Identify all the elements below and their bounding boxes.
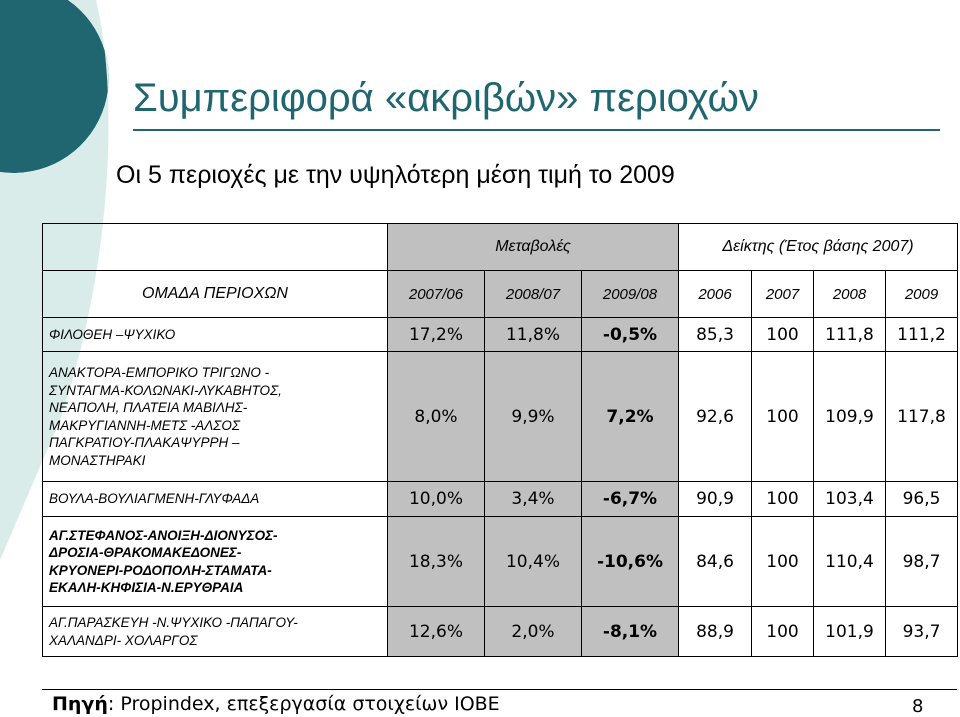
table-row (43, 352, 958, 482)
value-cell: 12,6% (388, 607, 485, 657)
area-name: ΑΝΑΚΤΟΡΑ-ΕΜΠΟΡΙΚΟ ΤΡΙΓΩΝΟ - ΣΥΝΤΑΓΜΑ-ΚΟΛΩΝΑΚΙ-ΛΥΚΑΒΗΤΟΣ, ΝΕΑΠΟΛΗ, ΠΛΑΤΕΙΑ ΜΑΒΙΛΗΣ- ΜΑΚΡΥΓΙΑΝΝΗ-ΜΕΤΣ -ΑΛΣΟΣ ΠΑΓΚΡΑΤΙΟΥ-ΠΛΑΚΑΨΥΡΡΗ – ΜΟΝΑΣΤΗΡΑΚΙ (49, 365, 282, 468)
index-header: Δείκτης (Έτος βάσης 2007) (679, 224, 958, 271)
slide-subtitle: Οι 5 περιοχές με την υψηλότερη μέση τιμή το 2009 (116, 161, 675, 189)
area-name: ΑΓ.ΣΤΕΦΑΝΟΣ-ΑΝΟΙΞΗ-ΔΙΟΝΥΣΟΣ- ΔΡΟΣΙΑ-ΘΡΑΚΟΜΑΚΕΔΟΝΕΣ- ΚΡΥΟΝΕΡΙ-ΡΟΔΟΠΟΛΗ-ΣΤΑΜΑΤΑ- ΕΚΑΛΗ-ΚΗΦΙΣΙΑ-Ν.ΕΡΥΘΡΑΙΑ (49, 527, 278, 595)
table-header-columns (43, 271, 958, 318)
source-label: Πηγή (52, 693, 108, 715)
value-cell: 100 (752, 482, 814, 517)
table-row (43, 517, 958, 607)
value-cell: 18,3% (388, 517, 485, 607)
column-header: 2006 (679, 271, 752, 318)
value-cell: 85,3 (679, 318, 752, 352)
value-cell: 98,7 (886, 517, 958, 607)
column-header: 2007 (752, 271, 814, 318)
group-column-header: ΟΜΑΔΑ ΠΕΡΙΟΧΩΝ (43, 271, 388, 318)
value-cell: 101,9 (814, 607, 886, 657)
value-cell: -8,1% (582, 607, 679, 657)
changes-header: Μεταβολές (388, 224, 679, 271)
area-name: ΒΟΥΛΑ-ΒΟΥΛΙΑΓΜΕΝΗ-ΓΛΥΦΑΔΑ (49, 491, 260, 507)
area-name-cell (43, 352, 388, 482)
column-header: 2009 (886, 271, 958, 318)
price-table-container (42, 223, 957, 656)
slide-title: Συμπεριφορά «ακριβών» περιοχών (133, 76, 759, 120)
value-cell: 109,9 (814, 352, 886, 482)
value-cell: 7,2% (582, 352, 679, 482)
header-blank-cell (43, 224, 388, 271)
source-note (52, 693, 500, 715)
value-cell: -6,7% (582, 482, 679, 517)
price-table (42, 223, 958, 657)
value-cell: -10,6% (582, 517, 679, 607)
value-cell: 2,0% (485, 607, 582, 657)
value-cell: 111,2 (886, 318, 958, 352)
value-cell: 100 (752, 352, 814, 482)
footer-divider (42, 689, 957, 690)
value-cell: 93,7 (886, 607, 958, 657)
area-name-cell (43, 517, 388, 607)
value-cell: 3,4% (485, 482, 582, 517)
page-number: 8 (912, 696, 924, 717)
value-cell: 111,8 (814, 318, 886, 352)
source-text: : Propindex, επεξεργασία στοιχείων ΙΟΒΕ (107, 693, 500, 715)
area-name-cell (43, 482, 388, 517)
area-name-cell (43, 318, 388, 352)
value-cell: 96,5 (886, 482, 958, 517)
value-cell: 117,8 (886, 352, 958, 482)
value-cell: 11,8% (485, 318, 582, 352)
value-cell: 84,6 (679, 517, 752, 607)
value-cell: -0,5% (582, 318, 679, 352)
area-name-cell (43, 607, 388, 657)
value-cell: 90,9 (679, 482, 752, 517)
table-row (43, 482, 958, 517)
table-row (43, 607, 958, 657)
column-header: 2009/08 (582, 271, 679, 318)
value-cell: 100 (752, 517, 814, 607)
value-cell: 103,4 (814, 482, 886, 517)
value-cell: 88,9 (679, 607, 752, 657)
area-name: ΦΙΛΟΘΕΗ –ΨΥΧΙΚΟ (49, 326, 176, 342)
value-cell: 100 (752, 318, 814, 352)
value-cell: 110,4 (814, 517, 886, 607)
column-header: 2007/06 (388, 271, 485, 318)
value-cell: 10,4% (485, 517, 582, 607)
value-cell: 8,0% (388, 352, 485, 482)
area-name: ΑΓ.ΠΑΡΑΣΚΕΥΗ -Ν.ΨΥΧΙΚΟ -ΠΑΠΑΓΟΥ- ΧΑΛΑΝΔΡΙ- ΧΟΛΑΡΓΟΣ (49, 615, 298, 648)
value-cell: 9,9% (485, 352, 582, 482)
title-divider (133, 129, 940, 131)
value-cell: 10,0% (388, 482, 485, 517)
value-cell: 17,2% (388, 318, 485, 352)
value-cell: 92,6 (679, 352, 752, 482)
table-row (43, 318, 958, 352)
value-cell: 100 (752, 607, 814, 657)
table-header-groups (43, 224, 958, 271)
column-header: 2008 (814, 271, 886, 318)
column-header: 2008/07 (485, 271, 582, 318)
